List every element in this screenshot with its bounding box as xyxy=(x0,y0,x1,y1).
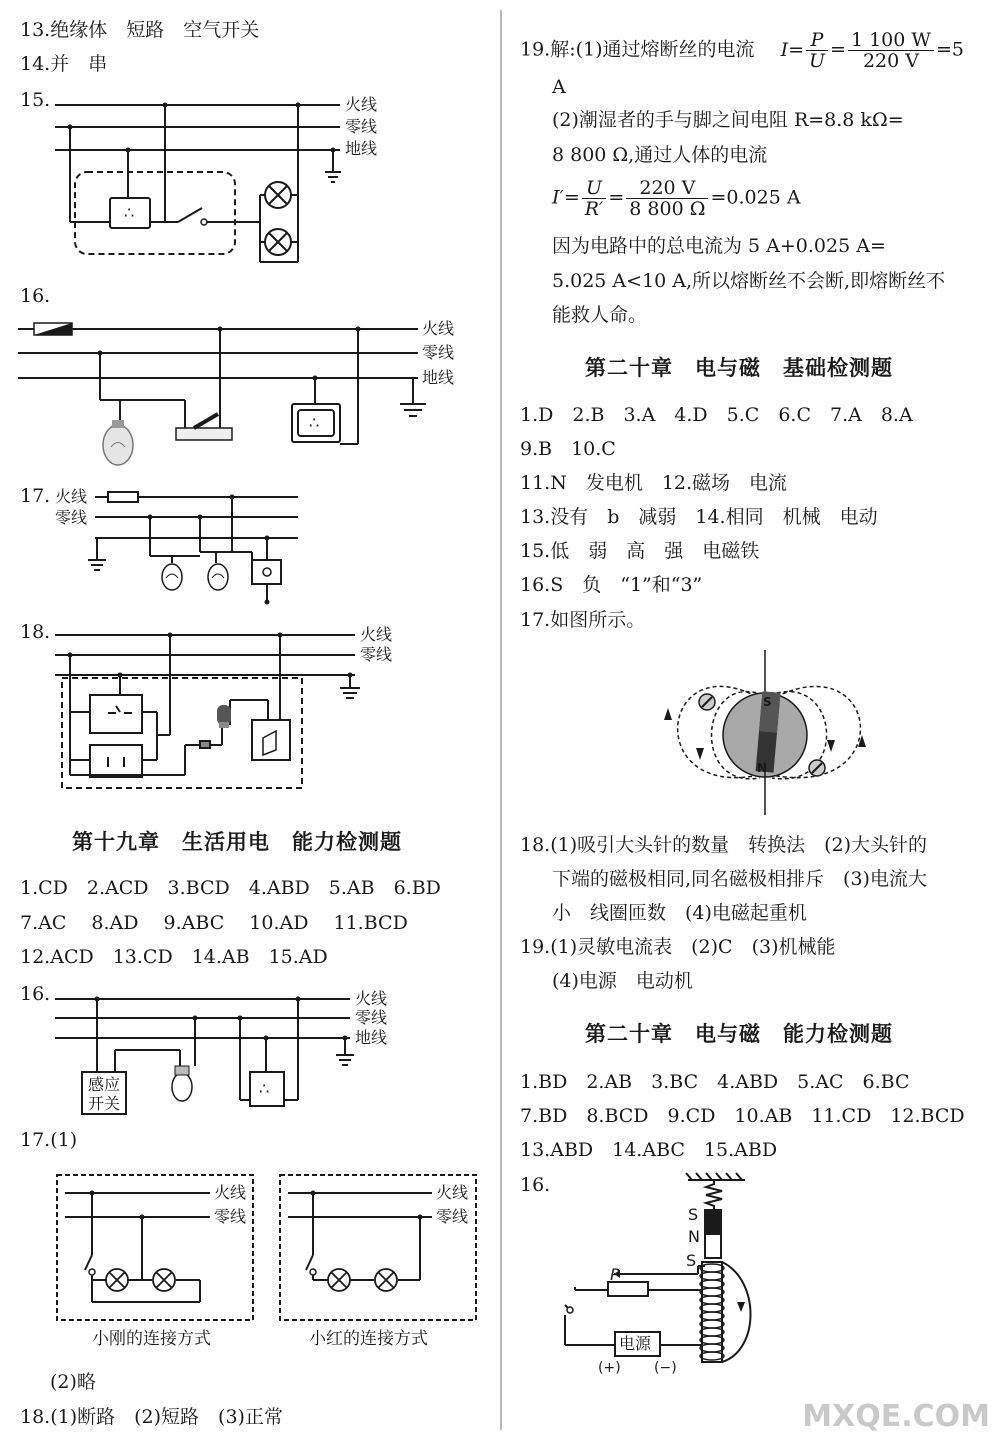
label-neutral: 零线 xyxy=(360,645,393,664)
label-live: 火线 xyxy=(355,989,388,1008)
ability-answers-row-2: 7.AC 8.AD 9.ABC 10.AD 11.BCD xyxy=(20,912,408,934)
label-live: 火线 xyxy=(345,95,378,114)
label-neutral: 零线 xyxy=(436,1207,469,1226)
q19-part-2-line-2: 8 800 Ω,通过人体的电流 xyxy=(552,144,768,166)
basic-answer-17: 17.如图所示。 xyxy=(520,609,646,631)
chapter-20-ability-title: 第二十章 电与磁 能力检测题 xyxy=(585,1021,893,1046)
sensor-switch-label-2: 开关 xyxy=(88,1094,121,1113)
pole-s-label: S xyxy=(763,695,772,709)
q19-conclusion-3: 能救人命。 xyxy=(552,304,648,326)
basic-answers-row-1: 1.D 2.B 3.A 4.D 5.C 6.C 7.A 8.A xyxy=(520,404,913,426)
ability20-16-number: 16. xyxy=(520,1174,551,1196)
svg-text:∴: ∴ xyxy=(309,413,320,432)
positive-terminal-label: (+) xyxy=(598,1360,621,1376)
label-neutral: 零线 xyxy=(355,1008,388,1027)
basic-answers-row-2: 9.B 10.C xyxy=(520,438,616,460)
basic-answer-18-line-3: 小 线圈匝数 (4)电磁起重机 xyxy=(552,902,807,924)
label-ground: 地线 xyxy=(345,139,378,158)
label-neutral: 零线 xyxy=(55,508,88,527)
ability-answers-row-1: 1.CD 2.ACD 3.BCD 4.ABD 5.AB 6.BD xyxy=(20,877,441,899)
ability-18-answer: 18.(1)断路 (2)短路 (3)正常 xyxy=(20,1406,283,1428)
answer-13: 13.绝缘体 短路 空气开关 xyxy=(20,19,260,41)
label-live: 火线 xyxy=(436,1183,469,1202)
label-live: 火线 xyxy=(422,319,455,338)
label-live: 火线 xyxy=(360,625,393,644)
q19-current-formula: I′= $\frac{U}{R'}$ = $\frac{220 V}{8 800 \Omega}$ =0.025 A xyxy=(552,177,801,220)
basic-answer-11: 11.N 发电机 12.磁场 电流 xyxy=(520,472,788,494)
svg-text:∴: ∴ xyxy=(124,203,135,222)
coil-s-label: S xyxy=(686,1251,697,1270)
basic-answer-13: 13.没有 b 减弱 14.相同 机械 电动 xyxy=(520,506,878,528)
label-ground: 地线 xyxy=(355,1028,388,1047)
ability20-answers-row-2: 7.BD 8.BCD 9.CD 10.AB 11.CD 12.BCD xyxy=(520,1105,965,1127)
answer-18-number: 18. xyxy=(20,621,51,643)
answer-16-number: 16. xyxy=(20,285,51,307)
basic-answer-18-line-1: 18.(1)吸引大头针的数量 转换法 (2)大头针的 xyxy=(520,834,928,856)
sensor-switch-label-1: 感应 xyxy=(88,1075,121,1094)
answer-15-number: 15. xyxy=(20,89,51,111)
svg-text:∴: ∴ xyxy=(259,1079,270,1098)
chapter-20-basic-title: 第二十章 电与磁 基础检测题 xyxy=(585,355,893,380)
basic-answer-15: 15.低 弱 高 强 电磁铁 xyxy=(520,540,760,562)
label-live: 火线 xyxy=(55,487,88,506)
pole-n-label: N xyxy=(757,761,768,775)
magnet-s-label: S xyxy=(688,1205,699,1224)
ability-17-part-2: (2)略 xyxy=(50,1371,96,1393)
ability-17-number: 17.(1) xyxy=(20,1129,78,1151)
label-live: 火线 xyxy=(214,1183,247,1202)
basic-answer-16: 16.S 负 “1”和“3” xyxy=(520,574,703,596)
answer-17-number: 17. xyxy=(20,485,51,507)
label-ground: 地线 xyxy=(422,368,455,387)
q19-conclusion-1: 因为电路中的总电流为 5 A+0.025 A= xyxy=(552,235,886,257)
answer-14: 14.并 串 xyxy=(20,53,108,75)
watermark: MXQE.COM xyxy=(802,1399,990,1434)
magnet-n-label: N xyxy=(688,1227,700,1246)
chapter-19-ability-title: 第十九章 生活用电 能力检测题 xyxy=(72,829,402,854)
basic-answer-19-line-2: (4)电源 电动机 xyxy=(552,970,693,992)
ability20-answers-row-3: 13.ABD 14.ABC 15.ABD xyxy=(520,1139,778,1161)
q19-part-1: 19.解:(1)通过熔断丝的电流 I= $\frac{P}{U}$ = $\frac{1 100 W}{220 V}$ =5 xyxy=(520,29,964,72)
q19-unit: A xyxy=(552,76,566,98)
basic-answer-19-line-1: 19.(1)灵敏电流表 (2)C (3)机械能 xyxy=(520,936,836,958)
power-supply-label: 电源 xyxy=(619,1334,652,1353)
caption-xiaohong: 小红的连接方式 xyxy=(309,1329,428,1349)
q19-conclusion-2: 5.025 A<10 A,所以熔断丝不会断,即熔断丝不 xyxy=(552,270,946,292)
ability-answers-row-3: 12.ACD 13.CD 14.AB 15.AD xyxy=(20,946,328,968)
ability-16-number: 16. xyxy=(20,983,51,1005)
q19-part-2-line-1: (2)潮湿者的手与脚之间电阻 R=8.8 kΩ= xyxy=(552,109,904,131)
negative-terminal-label: (−) xyxy=(654,1360,677,1376)
label-neutral: 零线 xyxy=(214,1207,247,1226)
basic-answer-18-line-2: 下端的磁极相同,同名磁极相排斥 (3)电流大 xyxy=(552,868,927,890)
slider-p-label: P xyxy=(610,1265,620,1284)
caption-xiaogang: 小刚的连接方式 xyxy=(92,1329,211,1349)
label-neutral: 零线 xyxy=(345,117,378,136)
ability20-answers-row-1: 1.BD 2.AB 3.BC 4.ABD 5.AC 6.BC xyxy=(520,1071,910,1093)
label-neutral: 零线 xyxy=(422,343,455,362)
